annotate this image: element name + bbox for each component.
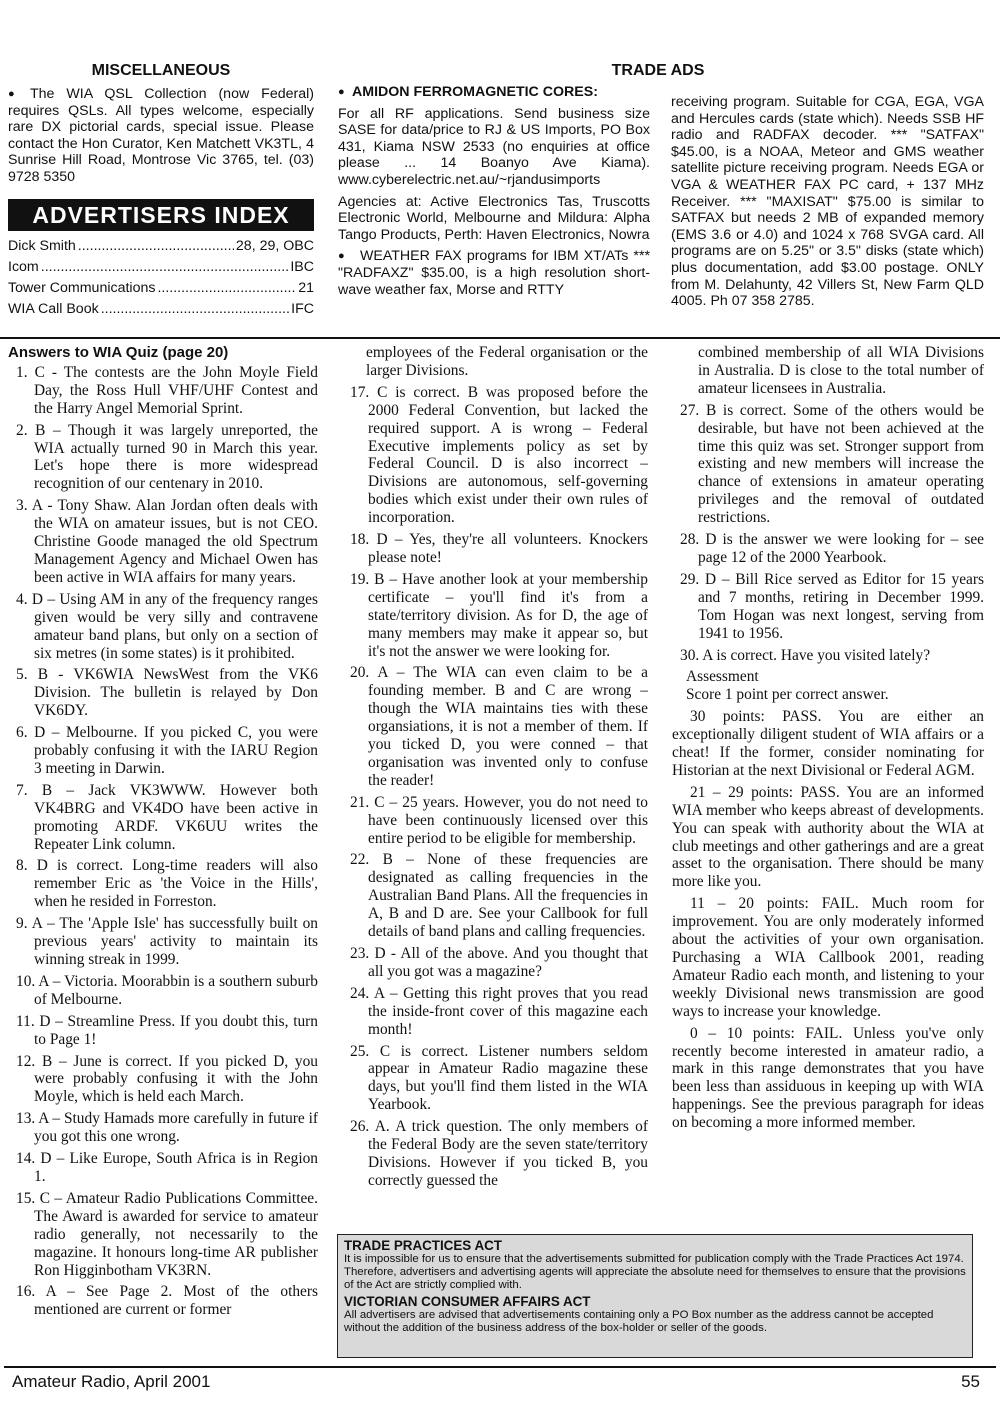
quiz-answer: 24. A – Getting this right proves that you read the inside-front cover of this magazine each month! xyxy=(350,984,648,1038)
consumer-affairs-text: All advertisers are advised that advertisements containing only a PO Box number as the address cannot be accepted without the addition of the business address of the box-holder or seller of the goods. xyxy=(344,1309,934,1334)
footer-publication: Amateur Radio, April 2001 xyxy=(12,1372,211,1391)
trade-ads-col1 xyxy=(338,84,650,303)
quiz-answer: 15. C – Amateur Radio Publications Committee. The Award is awarded for service to amateur radio generally, not necessarily to the magazine. It honours long-time AR publisher Ron Higginbotham VK3RN. xyxy=(16,1189,318,1279)
quiz-answer-continued: employees of the Federal organisation or the larger Divisions. xyxy=(366,344,648,379)
leader-dots xyxy=(78,238,234,254)
quiz-answer: 17. C is correct. B was proposed before the 2000 Federal Convention, but lacked the required support. A is wrong – Federal Executive implements policy as set by Federal Council. D is also incorrect – Divisions are autonomous, self-governing bodies which exist under their own rules of incorporation. xyxy=(350,383,648,527)
misc-heading: MISCELLANEOUS xyxy=(91,62,231,79)
quiz-column-3 xyxy=(672,344,984,1136)
assessment-paragraph: 21 – 29 points: PASS. You are an informed WIA member who keeps abreast of developments. You can speak with authority about the WIA at club meetings and other gatherings and are a great asset to the organisation. There should be many more like you. xyxy=(672,783,984,891)
amidon-text: For all RF applications. Send business size SASE for data/price to RJ & US Imports, PO Box 431, Kiama NSW 2533 (no enquiries at office please ... 14 Boanyo Ave Kiama). www.cyberelectric.net.au/~rjandusimports xyxy=(338,105,650,188)
quiz-answer: 9. A – The 'Apple Isle' has successfully built on previous years' activity to maintain its winning streak in 1999. xyxy=(16,915,318,968)
quiz-answer: 20. A – The WIA can even claim to be a founding member. B and C are wrong – though the WIA maintains ties with these organsiations, it is not a member of them. If you ticked D, you were conned – that organisation was invented only to confuse the reader! xyxy=(350,664,648,789)
trade-ads-col2 xyxy=(671,94,984,315)
trade-practices-text: It is impossible for us to ensure that the advertisements submitted for publication comply with the Trade Practices Act 1974. Therefore, advertisers and advertising agents will appreciate the absolute need for themselves to ensure that the provisions of the Act are strictly complied with. xyxy=(344,1253,966,1291)
advertisers-index-heading: ADVERTISERS INDEX xyxy=(8,199,314,231)
legal-notice-box xyxy=(337,1234,973,1358)
quiz-answer: 5. B - VK6WIA NewsWest from the VK6 Division. The bulletin is relayed by Don VK6DY. xyxy=(16,666,318,720)
assessment-label: Assessment xyxy=(686,668,759,686)
footer-page-number: 55 xyxy=(961,1372,980,1391)
quiz-title: Answers to WIA Quiz (page 20) xyxy=(8,344,229,361)
quiz-answer: 16. A – See Page 2. Most of the others mentioned are current or former xyxy=(16,1283,318,1319)
advertiser-page: 21 xyxy=(298,280,314,296)
quiz-answer: 13. A – Study Hamads more carefully in future if you got this one wrong. xyxy=(16,1110,318,1146)
misc-text: ● The WIA QSL Collection (now Federal) requires QSLs. All types welcome, especially rare DX pictorial cards, special issue. Please contact the Hon Curator, Ken Matchett VK3TL, 4 Sunrise Hill Road, Montrose Vic 3765, tel. (03) 9728 5350 xyxy=(8,86,314,186)
trade-ads-heading: TRADE ADS xyxy=(611,62,705,79)
quiz-answer: 4. D – Using AM in any of the frequency ranges given would be very silly and contravene amateur band plans, but only on a section of six metres (in some states) is it prohibited. xyxy=(16,590,318,662)
advertiser-row xyxy=(8,301,314,317)
quiz-answer: 8. D is correct. Long-time readers will also remember Eric as 'the Voice in the Hills', when he resided in Forreston. xyxy=(16,857,318,911)
leader-dots xyxy=(41,259,289,275)
advertiser-name: Tower Communications xyxy=(8,280,156,296)
score-line: Score 1 point per correct answer. xyxy=(686,686,889,704)
quiz-answer: 21. C – 25 years. However, you do not need to have been continuously licensed over this entire period to be eligible for membership. xyxy=(350,793,648,847)
quiz-answer: 19. B – Have another look at your membership certificate – you'll find it's from a state/territory division. As for D, the age of many members may make it appear so, but it's not the answer we were looking for. xyxy=(350,570,648,660)
consumer-affairs-title: VICTORIAN CONSUMER AFFAIRS ACT xyxy=(344,1294,591,1309)
advertiser-row xyxy=(8,259,314,275)
advertiser-page: IFC xyxy=(291,301,314,317)
quiz-answer: 22. B – None of these frequencies are designated as calling frequencies in the Australian Band Plans. All the frequencies in A, B and D are. See your Callbook for full details of band plans and calling frequencies. xyxy=(350,851,648,941)
quiz-answer: 3. A - Tony Shaw. Alan Jordan often deals with the WIA on amateur issues, but is not CEO. Christine Goode managed the old Spectrum Management Agency and Michael Owen has been active in WIA affairs for many years. xyxy=(16,497,318,586)
weather-fax-text: ● WEATHER FAX programs for IBM XT/ATs *** "RADFAXZ" $35.00, is a high resolution short-wave weather fax, Morse and RTTY xyxy=(338,248,650,298)
quiz-column-1 xyxy=(8,344,318,1323)
advertiser-page: IBC xyxy=(290,259,314,275)
quiz-answer-continued: combined membership of all WIA Divisions in Australia. D is close to the total number of amateur licensees in Australia. xyxy=(698,344,984,397)
quiz-answer: 28. D is the answer we were looking for – see page 12 of the 2000 Yearbook. xyxy=(680,531,984,566)
trade-practices-title: TRADE PRACTICES ACT xyxy=(344,1238,502,1253)
quiz-answer: 18. D – Yes, they're all volunteers. Knockers please note! xyxy=(350,531,648,566)
quiz-answer: 6. D – Melbourne. If you picked C, you were probably confusing it with the IARU Region 3 meeting in Darwin. xyxy=(16,724,318,777)
quiz-answer: 27. B is correct. Some of the others would be desirable, but have not been achieved at the time this quiz was set. Stronger support from existing and new members will increase the chance of extensions in amateur operating privileges and the removal of outdated restrictions. xyxy=(680,401,984,527)
agencies-text: Agencies at: Active Electronics Tas, Truscotts Electronic World, Melbourne and Mildura: Alpha Tango Products, Perth: Haven Electronics, Nowra xyxy=(338,193,650,243)
quiz-column-2 xyxy=(342,344,648,1194)
assessment-paragraph: 11 – 20 points: FAIL. Much room for improvement. You are only moderately informed about the activities of your own organisation. Purchasing a WIA Callbook 2001, reading Amateur Radio each month, and listening to your weekly Divisional news transmission are good ways to increase your knowledge. xyxy=(672,895,984,1020)
assessment-paragraph: 0 – 10 points: FAIL. Unless you've only recently become interested in amateur radio, a mark in this range demonstrates that you have been less than assiduous in keeping up with WIA happenings. See the previous paragraph for ideas on becoming a more informed member. xyxy=(672,1024,984,1132)
quiz-answer: 2. B – Though it was largely unreported, the WIA actually turned 90 in March this year. Let's hope there is more widespread recognition of our centenary in 2010. xyxy=(16,421,318,493)
quiz-answer: 26. A. A trick question. The only members of the Federal Body are the seven state/territory Divisions. However if you ticked B, you correctly guessed the xyxy=(350,1118,648,1189)
quiz-answer: 11. D – Streamline Press. If you doubt this, turn to Page 1! xyxy=(16,1012,318,1048)
quiz-answer: 30. A is correct. Have you visited lately? xyxy=(680,646,931,664)
quiz-answer: 23. D - All of the above. And you thought that all you got was a magazine? xyxy=(350,945,648,980)
section-divider xyxy=(0,337,1000,339)
quiz-answer: 1. C - The contests are the John Moyle Field Day, the Ross Hull VHF/UHF Contest and the Harry Angel Memorial Sprint. xyxy=(16,363,318,417)
quiz-answer: 7. B – Jack VK3WWW. However both VK4BRG and VK4DO have been active in promoting ARDF. VK6UU writes the Repeater Link column. xyxy=(16,781,318,853)
quiz-answer: 25. C is correct. Listener numbers seldom appear in Amateur Radio magazine these days, but you'll find them listed in the WIA Yearbook. xyxy=(350,1042,648,1114)
leader-dots xyxy=(157,280,296,296)
advertiser-name: WIA Call Book xyxy=(8,301,99,317)
amidon-title: ● AMIDON FERROMAGNETIC CORES: xyxy=(338,84,650,101)
advertiser-page: 28, 29, OBC xyxy=(235,238,314,254)
footer-rule xyxy=(4,1366,996,1368)
advertiser-name: Icom xyxy=(8,259,39,275)
quiz-answer: 14. D – Like Europe, South Africa is in Region 1. xyxy=(16,1150,318,1185)
advertiser-name: Dick Smith xyxy=(8,238,76,254)
weather-fax-continued: receiving program. Suitable for CGA, EGA, VGA and Hercules cards (state which). Needs SSB HF radio and RADFAX decoder. *** "SATFAX" $45.00, is a NOAA, Meteor and GMS weather satellite picture receiving program. Needs EGA or VGA & WEATHER FAX PC card, + 137 MHz Receiver. *** "MAXISAT" $75.00 is similar to SATFAX but needs 2 MB of expanded memory (EMS 3.6 or 4.0) and 1024 x 768 SVGA card. All programs are on 5.25" or 3.5" disks (state which) plus documentation, add $3.00 postage. ONLY from M. Delahunty, 42 Villers St, New Farm QLD 4005. Ph 07 358 2785. xyxy=(671,94,984,310)
advertiser-row xyxy=(8,238,314,254)
leader-dots xyxy=(101,301,289,317)
quiz-answer: 10. A – Victoria. Moorabbin is a southern suburb of Melbourne. xyxy=(16,972,318,1008)
quiz-answer: 29. D – Bill Rice served as Editor for 15 years and 7 months, retiring in December 1999. Tom Hogan was next longest, serving from 1941 to 1956. xyxy=(680,570,984,642)
advertiser-row xyxy=(8,280,314,296)
assessment-paragraph: 30 points: PASS. You are either an exceptionally diligent student of WIA affairs or a cheat! If the former, consider nominating for Historian at the next Divisional or Federal AGM. xyxy=(672,708,984,779)
quiz-answer: 12. B – June is correct. If you picked D, you were probably confusing it with the John Moyle, which is held each March. xyxy=(16,1052,318,1106)
misc-section xyxy=(8,86,314,191)
